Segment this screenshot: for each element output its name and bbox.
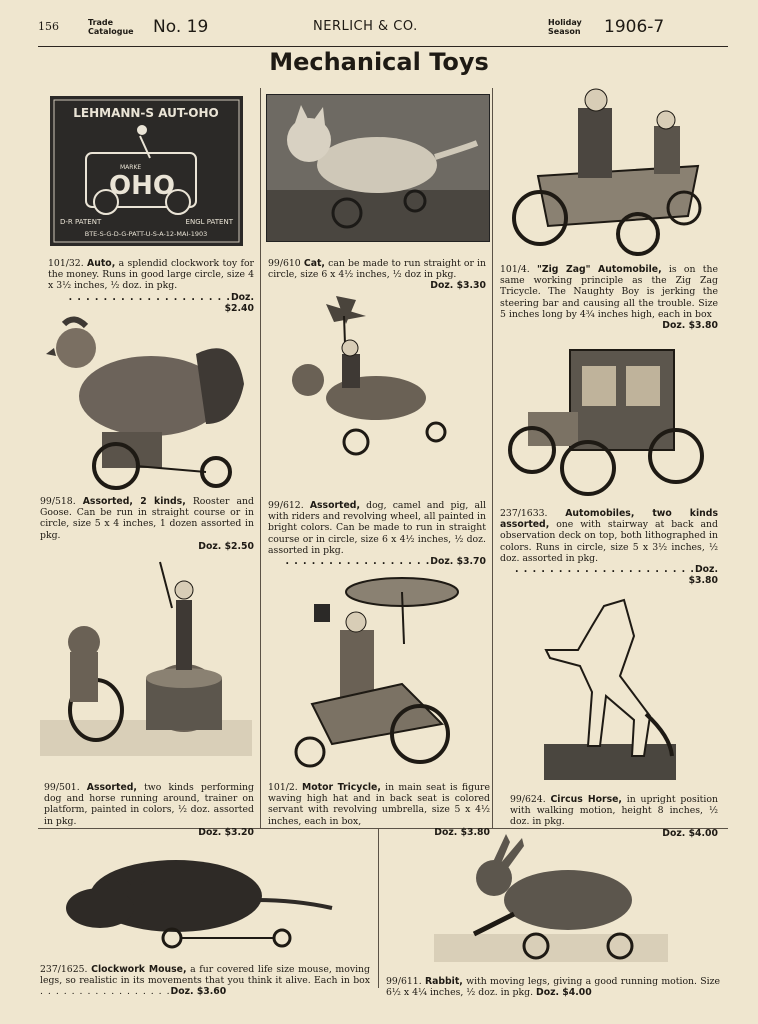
price-237-1633: Doz. $3.80 xyxy=(688,564,718,587)
price-101-4: Doz. $3.80 xyxy=(662,320,718,332)
motor-tricycle-illustration xyxy=(292,574,464,774)
price-237-1625: Doz. $3.60 xyxy=(170,986,227,998)
page-header xyxy=(38,14,728,44)
item-99-610-caption: 99/610 Cat, can be made to run straight or in circle, size 6 x 4½ inches, ½ doz in pkg. Doz. $3.30 xyxy=(268,258,486,292)
column-divider-left xyxy=(260,88,261,828)
rabbit-icon xyxy=(434,834,668,964)
dog-icon xyxy=(286,294,456,464)
price-99-624: Doz. $4.00 xyxy=(662,827,718,839)
mouse-icon xyxy=(66,850,336,950)
column-divider-bottom xyxy=(378,828,379,988)
cat-toy-illustration xyxy=(266,94,490,242)
item-237-1633-caption: 237/1633. Automobiles, two kinds assorted, one with stairway at back and observation deck on top, both lithographed in colors. Runs in circle, size 5 x 3½ inches, ½ doz. assorted in pkg. . . . . . . . . . . . . . . . . . . . . .Doz. $3.80 xyxy=(500,508,718,587)
lehmann-left-patent: D-R PATENT xyxy=(60,218,102,226)
tricycle-icon xyxy=(292,574,464,774)
zig-zag-automobile-illustration xyxy=(508,86,720,258)
item-99-612-caption: 99/612. Assorted, dog, camel and pig, all with riders and revolving wheel, all painted in bright colors. Can be made to run in straight course or in circle, size 6 x 4½ inches, ½ doz. assorted in pkg. . . . . . . . . . . . . . . . . .Doz. $3.70 xyxy=(268,500,486,568)
auto-toy-icon xyxy=(50,96,243,246)
clockwork-mouse-illustration xyxy=(66,850,336,950)
horse-icon xyxy=(540,596,680,786)
rabbit-illustration xyxy=(434,834,668,964)
price-99-501: Doz. $3.20 xyxy=(198,826,254,838)
header-rule xyxy=(38,46,728,47)
item-101-4-caption: 101/4. "Zig Zag" Automobile, is on the same working principle as the Zig Zag Tricycle. The Naughty Boy is jerking the steering bar and causing all the trouble. Size 5 inches long by 4¾ inches high, each in box Doz. $3.80 xyxy=(500,264,718,332)
catalogue-number: No. 19 xyxy=(153,17,209,37)
item-99-611-caption: 99/611. Rabbit, with moving legs, giving a good running motion. Size 6½ x 4¼ inches, ½ doz. in pkg. Doz. $4.00 xyxy=(386,976,720,999)
price-99-611: Doz. $4.00 xyxy=(536,987,592,999)
trade-catalogue-label: Trade Catalogue xyxy=(88,18,134,36)
lehmann-top-text: LEHMANN-S AUT-OHO xyxy=(73,106,219,120)
item-99-501-caption: 99/501. Assorted, two kinds performing dog and horse running around, trainer on platform, painted in colors, ½ doz. assorted in pkg. Doz. $3.20 xyxy=(44,782,254,838)
price-99-612: Doz. $3.70 xyxy=(430,556,486,568)
price-99-518: Doz. $2.50 xyxy=(198,540,254,552)
lehmann-marke: MARKE xyxy=(120,164,142,171)
performing-dog-illustration xyxy=(40,560,252,756)
firm-name: NERLICH & CO. xyxy=(313,19,418,34)
price-101-2: Doz. $3.80 xyxy=(434,826,490,838)
automobiles-toy-illustration xyxy=(508,340,708,500)
page-title: Mechanical Toys xyxy=(269,48,489,76)
performing-dog-icon xyxy=(40,560,252,756)
column-divider-right xyxy=(492,88,493,828)
cat-icon xyxy=(267,95,489,241)
automobile-icon xyxy=(508,86,720,258)
item-101-2-caption: 101/2. Motor Tricycle, in main seat is figure waving high hat and in back seat is colored servant with revolving umbrella, size 5 x 4½ inches, each in box, Doz. $3.80 xyxy=(268,782,490,838)
page-number: 156 xyxy=(38,20,59,33)
item-237-1625-caption: 237/1625. Clockwork Mouse, a fur covered life size mouse, moving legs, so realistic in its movements that you think it alive. Each in box . . . . . . . . . . . . . . . . .Doz. $3.60 xyxy=(40,964,370,998)
circus-horse-illustration xyxy=(540,596,680,786)
dog-rider-toy-illustration xyxy=(286,294,456,464)
item-101-32-caption: 101/32. Auto, a splendid clockwork toy for the money. Runs in good large circle, size 4 x 3½ inches, ½ doz. in pkg. . . . . . . . . . . . . . . . . . . .Doz. $2.40 xyxy=(48,258,254,314)
rooster-icon xyxy=(46,314,250,494)
season-year: 1906-7 xyxy=(604,17,665,37)
item-99-624-caption: 99/624. Circus Horse, in upright position with walking motion, height 8 inches, ½ doz. in pkg. Doz. $4.00 xyxy=(510,794,718,839)
carriage-icon xyxy=(508,340,708,500)
lehmann-auto-illustration xyxy=(50,96,243,246)
holiday-season-label: Holiday Season xyxy=(548,18,582,36)
rooster-toy-illustration xyxy=(46,314,250,494)
item-99-518-caption: 99/518. Assorted, 2 kinds, Rooster and Goose. Can be run in straight course or in circle, size 5 x 4 inches, 1 dozen assorted in pkg. Doz. $2.50 xyxy=(40,496,254,552)
price-101-32: Doz. $2.40 xyxy=(224,291,254,314)
price-99-610: Doz. $3.30 xyxy=(430,280,486,292)
lehmann-brand: OHO xyxy=(109,171,175,201)
lehmann-right-patent: ENGL PATENT xyxy=(185,218,233,226)
lehmann-bottom-text: BTE-S-G-D-G-PATT-U-S-A-12-MAI-1903 xyxy=(84,230,208,238)
